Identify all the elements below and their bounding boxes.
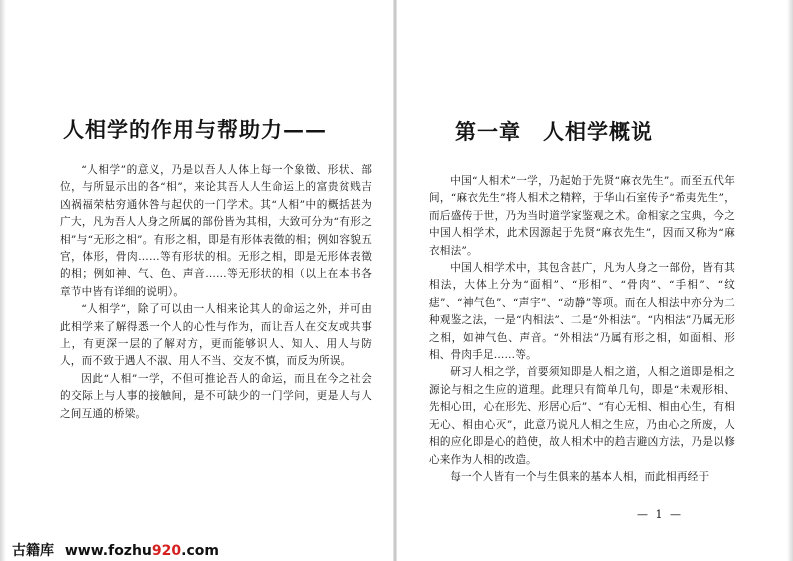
paragraph: “人相学”的意义，乃是以吾人人体上每一个象徵、形状、部位，与所显示出的各“相”，来论其吾人人生命运上的富贵贫贱吉凶祸福荣枯穷通休咎与起伏的一门学术。其“人相”中的概括甚为广大，凡为吾人人身之所属的部份皆为其相，大致可分为“有形之相”与“无形之相”。有形之相，即是有形体表徵的相；例如容貌五官，体形，骨肉……等有形状的相。无形之相，即是无形体表徵的相；例如神、气、色、声音……等无形状的相（以上在本书各章节中皆有详细的说明）。 xyxy=(60,164,372,298)
chapter-title: 第一章 人相学概说 xyxy=(455,119,653,144)
right-page-body xyxy=(429,173,735,486)
left-page-title: 人相学的作用与帮助力—— xyxy=(63,117,327,142)
page-edge-shadow xyxy=(787,0,793,561)
url-prefix: www.fozhu xyxy=(64,543,152,559)
url-highlight: 920 xyxy=(151,543,182,559)
paragraph: “人相学”，除了可以由一人相来论其人的命运之外，并可由此相学来了解得悉一个人的心性与作为，而让吾人在交友或共事上，有更深一层的了解对方，更而能够识人、知人、用人与防人，而不致于遇人不淑、用人不当、交友不慎，而反为所误。 xyxy=(60,303,372,368)
right-page xyxy=(397,0,793,561)
page-number: — 1 — xyxy=(637,508,683,521)
paragraph: 每一个人皆有一个与生俱来的基本人相，而此相再经于 xyxy=(450,470,710,483)
url-suffix: .com xyxy=(181,543,219,559)
site-url[interactable] xyxy=(65,543,219,559)
paragraph: 中国人相学术中，其包含甚广，凡为人身之一部份，皆有其相法，大体上分为“面相”、“形相”、“骨肉”、“手相”、“纹痣”、“神气色”、“声宇”、“动静”等项。而在人相法中亦分为二种观鉴之法，一是“内相法”、二是“外相法”。“内相法”乃属无形之相，如神气色、声音。“外相法”乃属有形之相，如面相、形相、骨肉手足……等。 xyxy=(429,262,735,362)
site-name: 古籍库 xyxy=(12,543,54,559)
watermark-footer xyxy=(12,540,219,560)
left-page-body xyxy=(60,162,372,423)
left-page xyxy=(0,0,396,561)
paragraph: 研习人相之学，首要须知即是人相之道，人相之道即是相之源论与相之生应的道理。此理只有简单几句，即是“未观形相、先相心田，心在形先、形居心后”、“有心无相、相由心生，有相无心、相由心灭”，此意乃说凡人相之生应，乃由心之所废，人相的应化即是心的趋使，故人相术中的趋吉避凶方法，乃是以修心来作为人相的改造。 xyxy=(429,366,735,466)
paragraph: 中国“人相术”一学，乃起始于先贤“麻衣先生”。而至五代年间，“麻衣先生”将人相术之精粹，于华山石室传予“希夷先生”，而后盛传于世，乃为当时道学家鉴观之术。命相家之宝典，今之中国人相学术，此术因源起于先贤“麻衣先生”，因而又称为“麻衣相法”。 xyxy=(429,175,735,257)
paragraph: 因此“人相”一学，不但可推论吾人的命运，而且在今之社会的交际上与人事的接触间，是不可缺少的一门学问，更是人与人之间互通的桥梁。 xyxy=(60,372,372,420)
page-edge-shadow xyxy=(0,0,6,561)
